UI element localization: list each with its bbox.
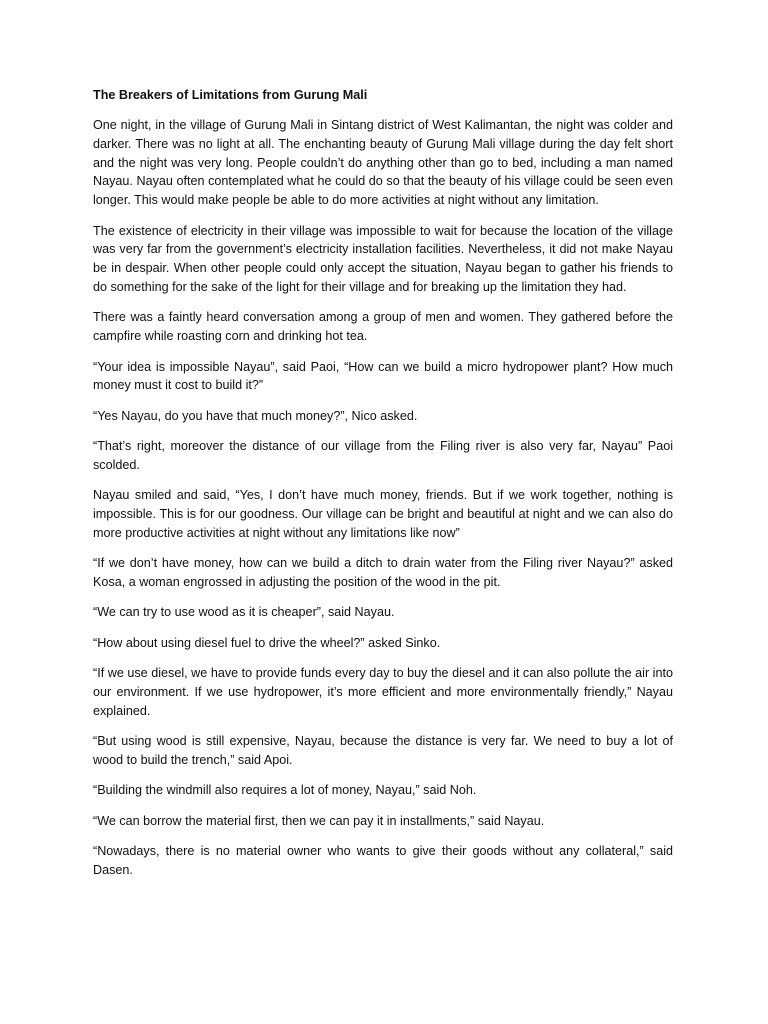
paragraph-1: One night, in the village of Gurung Mali in Sintang district of West Kalimantan, the night was colder and darker. There was no light at all. The enchanting beauty of Gurung Mali village during the day felt short and the night was very long. People couldn’t do anything other than go to bed, including a man named Nayau. Nayau often contemplated what he could do so that the beauty of his village could be seen even longer. This would make people be able to do more activities at night without any limitation. xyxy=(93,118,673,208)
paragraph-2: The existence of electricity in their village was impossible to wait for because the location of the village was very far from the government’s electricity installation facilities. Nevertheless, it did not make Nayau be in despair. When other people could only accept the situation, Nayau began to gather his friends to do something for the sake of the light for their village and for breaking up the limitation they had. xyxy=(93,223,673,294)
paragraph-12: “But using wood is still expensive, Nayau, because the distance is very far. We need to buy a lot of wood to build the trench,” said Apoi. xyxy=(93,734,673,768)
paragraph-4: “Your idea is impossible Nayau”, said Paoi, “How can we build a micro hydropower plant? How much money must it cost to build it?” xyxy=(93,359,673,393)
paragraph-14: “We can borrow the material first, then we can pay it in installments,” said Nayau. xyxy=(93,813,545,828)
paragraph-13: “Building the windmill also requires a lot of money, Nayau,” said Noh. xyxy=(93,783,477,798)
paragraph-5: “Yes Nayau, do you have that much money?”, Nico asked. xyxy=(93,408,418,423)
paragraph-6: “That’s right, moreover the distance of our village from the Filing river is also very far, Nayau” Paoi scolded. xyxy=(93,439,673,472)
paragraph-10: “How about using diesel fuel to drive the wheel?” asked Sinko. xyxy=(93,635,441,650)
paragraph-3: There was a faintly heard conversation among a group of men and women. They gathered before the campfire while roasting corn and drinking hot tea. xyxy=(93,310,673,344)
paragraph-7: Nayau smiled and said, “Yes, I don’t have much money, friends. But if we work together, nothing is impossible. This is for our goodness. Our village can be bright and beautiful at night and we can also do more productive activities at night without any limitations like now” xyxy=(93,488,673,540)
paragraph-11: “If we use diesel, we have to provide funds every day to buy the diesel and it can also pollute the air into our environment. If we use hydropower, it’s more efficient and more environmentally friendly,” Nayau explained. xyxy=(93,666,673,718)
document-title: The Breakers of Limitations from Gurung Mali xyxy=(93,88,368,102)
paragraph-8: “If we don’t have money, how can we build a ditch to drain water from the Filing river Nayau?” asked Kosa, a woman engrossed in adjusting the position of the wood in the pit. xyxy=(93,556,673,590)
paragraph-9: “We can try to use wood as it is cheaper”, said Nayau. xyxy=(93,605,395,620)
paragraph-15: “Nowadays, there is no material owner who wants to give their goods without any collateral,” said Dasen. xyxy=(93,844,673,878)
document-body xyxy=(93,86,673,891)
